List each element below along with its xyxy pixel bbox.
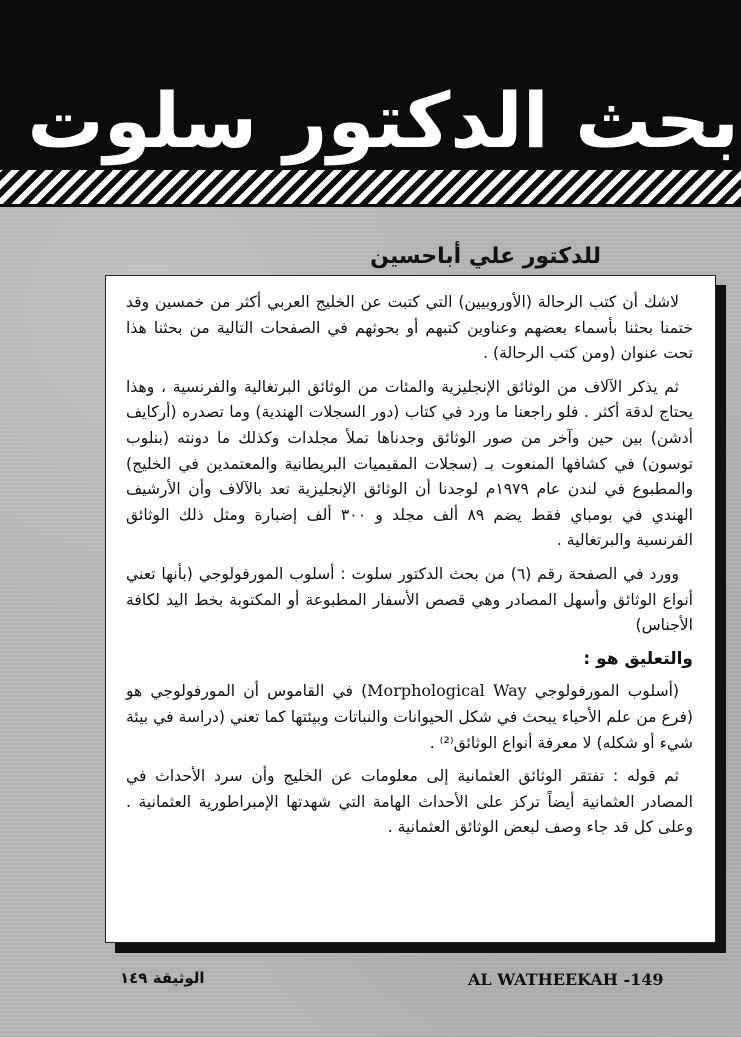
- paragraph-2: ثم يذكر الآلاف من الوثائق الإنجليزية والمئات من الوثائق البرتغالية والفرنسية ، وهذا يحتاج لدقة أكثر . فلو راجعنا ما ورد في كتاب (دور السجلات الهندية) وما تصدره (أركايف أدشن) بين حين وآخر من صور الوثائق وجدناها تملأ مجلدات وكذلك ما دونته (بنلوب توسون) في كشافها المنعوت بـ (سجلات المقيميات البريطانية والمعتمدين في الخليج) والمطبوع في لندن عام ١٩٧٩م لوجدنا أن الوثائق الإنجليزية تعد بالآلاف وأن الأرشيف الهندي في بومباي فقط يضم ٨٩ ألف مجلد و ٣٠٠ ألف إضبارة ومثل ذلك الوثائق الفرنسية والبرتغالية .: [126, 377, 693, 550]
- divider: [0, 204, 741, 207]
- paragraph-4: [126, 678, 693, 756]
- latin-term: Morphological Way: [367, 681, 527, 701]
- comment-heading: والتعليق هو :: [583, 648, 693, 669]
- paragraph-4-after: ) في القاموس أن المورفولوجي هو (فرع من علم الأحياء يبحث في شكل الحيوانات والنباتات وبيئتها كما تعني (دراسة في بيئة شيء أو شكله) لا معرفة أنواع الوثائق⁽²⁾ .: [126, 682, 693, 752]
- header-band: [0, 0, 741, 170]
- article-text: [126, 290, 693, 849]
- author-byline: للدكتور علي أباحسين: [370, 244, 601, 269]
- footer-page-label: الوثيقة ١٤٩: [120, 969, 205, 987]
- page-title: بحث الدكتور سلوت: [27, 76, 739, 165]
- footer-journal-label: AL WATHEEKAH -149: [468, 970, 664, 989]
- paragraph-4-before: (أسلوب المورفولوجي: [526, 682, 679, 701]
- paragraph-1: لاشك أن كتب الرحالة (الأوروبيين) التي كتبت عن الخليج العربي أكثر من خمسين وقد ختمنا بحثنا بأسماء بعضهم وعناوين كتبهم أو بحوثهم في الصفحات التالية من بحثنا هذا تحت عنوان (ومن كتب الرحالة) .: [126, 293, 693, 363]
- hatch-stripe: [0, 170, 741, 204]
- paragraph-3: وورد في الصفحة رقم (٦) من بحث الدكتور سلوت : أسلوب المورفولوجي (بأنها تعني أنواع الوثائق وأسهل المصادر وهي قصص الأسفار المطبوعة أو المكتوبة بخط اليد لكافة الأجناس): [126, 564, 693, 635]
- article-box: [105, 275, 716, 943]
- paragraph-5: ثم قوله : تفتقر الوثائق العثمانية إلى معلومات عن الخليج وأن سرد الأحداث في المصادر العثمانية أيضاً تركز على الأحداث الهامة التي شهدتها الإمبراطورية العثمانية . وعلى كل قد جاء وصف لبعض الوثائق العثمانية .: [126, 767, 693, 837]
